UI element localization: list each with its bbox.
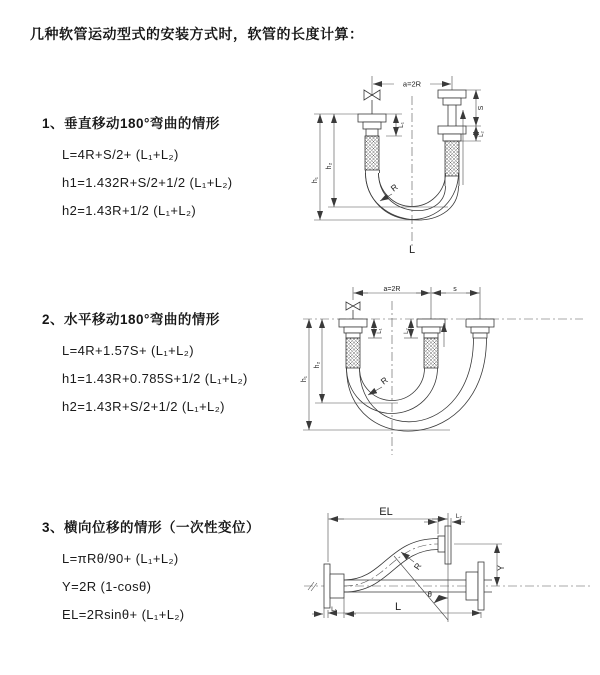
dim-l1-label: L₁ [377, 328, 383, 334]
length-label: L [408, 244, 416, 256]
dimension-l2 [404, 319, 418, 338]
displaced-hose [344, 539, 438, 593]
radius-label: R [411, 560, 424, 572]
dimension-el [328, 506, 448, 562]
right-flange-lower-position [438, 126, 466, 186]
dim-h1-label: h₁ [312, 176, 319, 184]
section-1-heading: 1、垂直移动180°弯曲的情形 [42, 116, 220, 131]
dim-l1-label: L₁ [398, 122, 405, 128]
section-3-formula-EL: EL=2Rsinθ+ (L₁+L₂) [62, 607, 185, 622]
section-1-formula-L: L=4R+S/2+ (L₁+L₂) [62, 147, 179, 162]
valve-icon [346, 302, 360, 319]
dim-a-label: a=2R [383, 286, 401, 293]
left-flange [358, 114, 386, 170]
section-3 [42, 516, 260, 629]
section-2 [42, 308, 248, 421]
radius-label: R [378, 374, 390, 387]
section-2-formula-L: L=4R+1.57S+ (L₁+L₂) [62, 343, 194, 358]
moving-end-flange-position-2 [466, 319, 494, 338]
dim-h2-label: h₂ [326, 162, 333, 170]
angle-theta-label: θ [427, 590, 432, 599]
fixed-end-flange [339, 319, 367, 368]
diagram-vertical-180-bend [300, 68, 585, 258]
section-2-formula-h1: h1=1.43R+0.785S+1/2 (L₁+L₂) [62, 371, 248, 386]
section-3-heading: 3、横向位移的情形（一次性变位） [42, 520, 261, 535]
dim-el-label: EL [379, 506, 393, 518]
dimension-l1 [368, 319, 383, 338]
dim-h2-label: h₂ [314, 361, 321, 369]
section-1-formula-h2: h2=1.43R+1/2 (L₁+L₂) [62, 203, 197, 218]
diagram-horizontal-180-bend [298, 283, 588, 463]
page-title: 几种软管运动型式的安装方式时，软管的长度计算： [30, 26, 364, 42]
section-2-heading: 2、水平移动180°弯曲的情形 [42, 312, 220, 327]
braided-hose-left [365, 136, 379, 170]
diagram-lateral-displacement [298, 498, 598, 658]
right-flange-upper-position [438, 90, 466, 126]
section-2-formula-h2: h2=1.43R+S/2+1/2 (L₁+L₂) [62, 399, 225, 414]
dimension-l2 [476, 126, 485, 141]
dim-h1-label: h₁ [301, 375, 308, 383]
dimension-l [328, 601, 481, 618]
dimension-a-2r [353, 286, 480, 319]
left-flange [324, 564, 344, 608]
section-3-formula-L: L=πRθ/90+ (L₁+L₂) [62, 551, 179, 566]
section-1 [42, 112, 233, 225]
dimension-l2 [424, 513, 465, 534]
radius-callout [368, 375, 390, 395]
dim-l1-label: L₁ [331, 606, 337, 613]
section-1-formula-h1: h1=1.432R+S/2+1/2 (L₁+L₂) [62, 175, 233, 190]
break-mark [308, 582, 317, 591]
dim-a-label: a=2R [402, 79, 422, 89]
dimension-l1 [312, 598, 356, 618]
displaced-end-flange [438, 526, 451, 564]
radius-label: R [388, 181, 400, 194]
dim-l2-label: L₂ [404, 328, 410, 334]
dimension-l1 [386, 114, 405, 136]
dim-l2-label: L₂ [455, 513, 463, 520]
hose-u-bends [347, 338, 487, 431]
section-3-formula-Y: Y=2R (1-cosθ) [62, 579, 152, 594]
dim-s-label: S [478, 105, 485, 111]
dim-l-label: L [394, 601, 402, 613]
dim-s-label: s [453, 286, 457, 293]
dim-y-label: Y [496, 564, 506, 572]
moving-end-flange-position-1 [417, 319, 445, 368]
braided-hose-right [445, 141, 459, 176]
dim-l2-label: L₂ [479, 131, 485, 137]
right-flange [466, 562, 492, 610]
